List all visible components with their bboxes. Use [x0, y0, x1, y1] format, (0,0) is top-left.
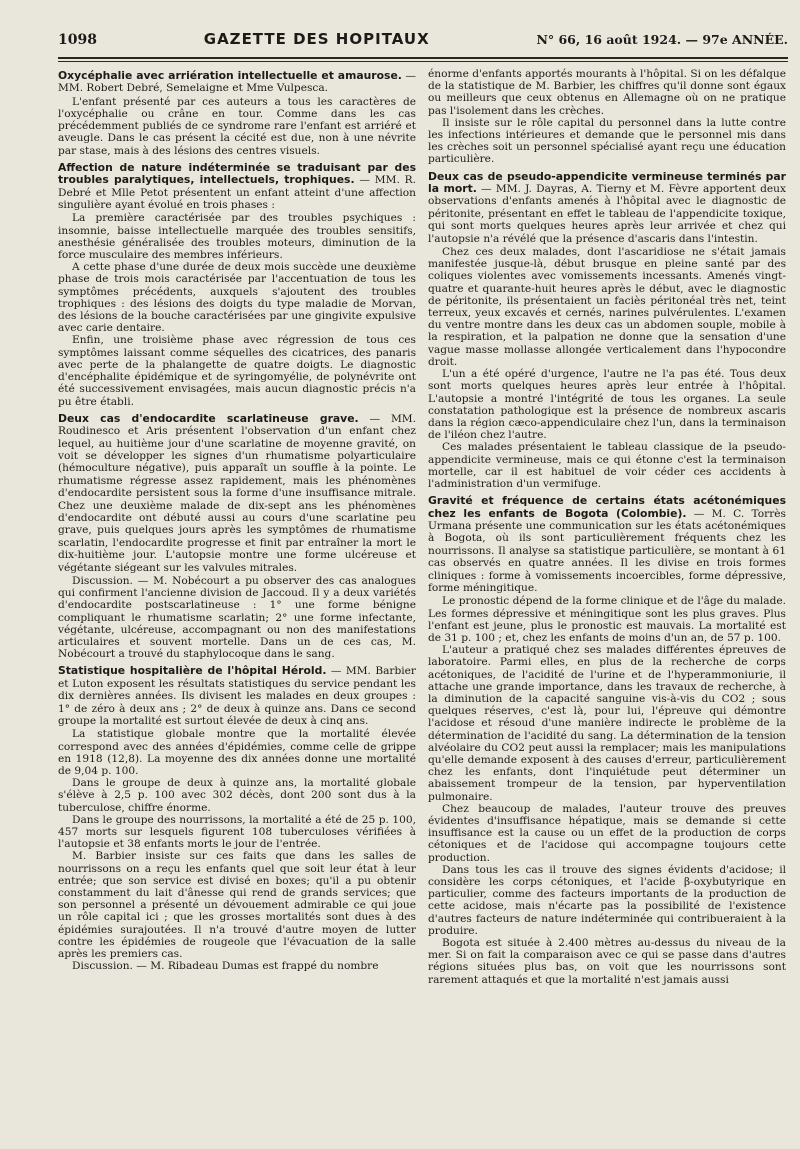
section-title: Statistique hospitalière de l'hôpital Hérold.	[58, 664, 327, 678]
header-rule-thin	[58, 61, 788, 62]
running-header	[58, 30, 788, 54]
issue-info: N° 66, 16 août 1924. — 97e ANNÉE.	[536, 32, 788, 47]
section-title: Deux cas de pseudo-appendicite vermineuse terminés par la mort.	[428, 169, 786, 196]
paragraph: Discussion. — M. Ribadeau Dumas est frappé du nombre	[72, 960, 379, 973]
section-title: Deux cas d'endocardite scarlatineuse grave.	[58, 411, 359, 425]
section-authors: — MM. R. Debré et Mlle Petot présentent un enfant atteint d'une affection singulière ayant évolué en trois phases :	[58, 174, 416, 212]
header-rule-thick	[58, 57, 788, 59]
paragraph: L'un a été opéré d'urgence, l'autre ne l'a pas été. Tous deux sont morts quelques heures après leur entrée à l'hôpital. L'autopsie a montré l'intégrité de tous les organes. La seule constatation pathologique est la présence de nombreux ascaris dans la région cæco-appendiculaire chez l'un, dans la terminaison de l'iléon chez l'autre.	[428, 368, 786, 442]
section-title: Gravité et fréquence de certains états acétonémiques chez les enfants de Bogota (Colombie).	[428, 494, 786, 520]
paragraph: Chez ces deux malades, dont l'ascaridiose ne s'était jamais manifestée jusque-là, début brusque en pleine santé par des coliques violentes avec vomissements incessants. Amenés vingt-quatre et quarante-huit heures après le début, avec le diagnostic de péritonite, ils présentaient un faciès péritonéal très net, teint terreux, yeux excavés et cernés, narines pulvérulentes. L'examen du ventre montre dans les deux cas un abdomen souple, mobile à la respiration, et la palpation ne donne que la sensation d'une vague masse mollasse allongée verticalement dans l'hypocondre droit.	[428, 246, 786, 368]
section-title: Affection de nature indéterminée se traduisant par des troubles paralytiques, intellectuels, trophiques.	[58, 160, 416, 187]
paragraph: énorme d'enfants apportés mourants à l'hôpital. Si on les défalque de la statistique de M. Barbier, les chiffres qu'il donne sont égaux ou meilleurs que ceux obtenus en Allemagne où on ne pratique pas l'isolement dans les crèches.	[428, 68, 786, 117]
paragraph: Chez beaucoup de malades, l'auteur trouve des preuves évidentes d'insuffisance hépatique, mais se demande si cette insuffisance est la cause ou un effet de la production de corps cétoniques et de l'acidose qui accompagne toujours cette production.	[428, 802, 786, 864]
section-title: Oxycéphalie avec arriération intellectuelle et amaurose.	[58, 69, 402, 82]
section-heading	[428, 171, 786, 245]
page-number: 1098	[58, 32, 97, 48]
journal-title: GAZETTE DES HOPITAUX	[203, 30, 430, 48]
paragraph: L'auteur a pratiqué chez ses malades différentes épreuves de laboratoire. Parmi elles, en plus de la recherche de corps acétoniques, de l'acidité de l'urine et de l'hyperammoniurie, il attache une grande importance, dans les travaux de recherche, à la diminution de la capacité sanguine vis-à-vis du CO2 ; sous quelques réserves, c'est là, pour lui, l'épreuve qui démontre l'acidose et résoud d'une manière indirecte le problème de la détermination de l'acidité du sang. La détermination de la tension alvéolaire du CO2 peut aussi la remplacer; mais les manipulations qu'elle demande exposent à des causes d'erreur, particulièrement chez les enfants, dont l'inquiétude peut déterminer un abaissement trompeur de la tension, par hyperventilation pulmonaire.	[428, 644, 786, 803]
right-column	[428, 68, 786, 1146]
section-heading	[428, 495, 786, 594]
paragraph: Discussion. — M. Nobécourt a pu observer des cas analogues qui confirment l'ancienne division de Jaccoud. Il y a deux variétés d'endocardite postscarlatineuse : 1° une forme bénigne compliquant le rhumatisme scarlatin; 2° une forme infectante, végétante, ulcéreuse, accompagnant ou non des manifestations articulaires et souvent mortelle. Dans un de ces cas, M. Nobécourt a trouvé du staphylocoque dans le sang.	[58, 574, 416, 661]
paragraph: Dans le groupe des nourrissons, la mortalité a été de 25 p. 100, 457 morts sur lesquels figurent 108 tuberculoses vérifiées à l'autopsie et 38 enfants morts le jour de l'entrée.	[58, 813, 416, 851]
paragraph: L'enfant présenté par ces auteurs a tous les caractères de l'oxycéphalie ou crâne en tour. Comme dans les cas précédemment publiés de ce syndrome rare l'enfant est arriéré et aveugle. Dans le cas présent la cécité est due, non à une névrite par stase, mais à des lésions des centres visuels.	[58, 95, 416, 157]
paragraph: A cette phase d'une durée de deux mois succède une deuxième phase de trois mois caractérisée par l'accentuation de tous les symptômes précédents, auxquels s'ajoutent des troubles trophiques : des lésions des doigts du type maladie de Morvan, des lésions de la bouche caractérisées par une gingivite expulsive avec carie dentaire.	[58, 261, 416, 335]
paragraph: La statistique globale montre que la mortalité élevée correspond avec des années d'épidémies, comme celle de grippe en 1918 (12,8). La moyenne des dix années donne une mortalité de 9,04 p. 100.	[58, 728, 416, 778]
section-heading	[58, 70, 416, 95]
paragraph: Le pronostic dépend de la forme clinique et de l'âge du malade. Les formes dépressive et méningitique sont les plus graves. Plus l'enfant est jeune, plus le pronostic est mauvais. La mortalité est de 31 p. 100 ; et, chez les enfants de moins d'un an, de 57 p. 100.	[428, 595, 786, 644]
paragraph: Bogota est située à 2.400 mètres au-dessus du niveau de la mer. Si on fait la comparaison avec ce qui se passe dans d'autres régions situées plus bas, on voit que les nourrissons sont rarement attaqués et que la mortalité n'est jamais aussi	[428, 937, 786, 986]
section-authors: — MM. Barbier et Luton exposent les résultats statistiques du service pendant les dix dernières années. Ils divisent les malades en deux groupes : 1° de zéro à deux ans ; 2° de deux à quinze ans. Dans ce second groupe la mortalité est surtout élevée de deux à cinq ans.	[58, 665, 416, 728]
section-authors: — MM. Robert Debré, Semelaigne et Mme Vulpesca.	[58, 70, 416, 95]
paragraph: Il insiste sur le rôle capital du personnel dans la lutte contre les infections intérieures et demande que le personnel mis dans les crèches soit un personnel spécialisé ayant reçu une éducation particulière.	[428, 116, 786, 166]
paragraph: Dans le groupe de deux à quinze ans, la mortalité globale s'élève à 2,5 p. 100 avec 302 décès, dont 200 sont dus à la tuberculose, chiffre énorme.	[58, 777, 416, 814]
section-authors: — M. C. Torrès Urmana présente une communication sur les états acétonémiques à Bogota, où ils sont particulièrement fréquents chez les nourrissons. Il analyse sa statistique particulière, se montant à 61 cas observés en quatre années. Il les divise en trois formes cliniques : forme à vomissements incoercibles, forme dépressive, forme méningitique.	[428, 507, 786, 594]
left-column	[58, 68, 416, 1146]
paragraph: Enfin, une troisième phase avec régression de tous ces symptômes laissant comme séquelles des cicatrices, des panaris avec perte de la phalangette de quatre doigts. Le diagnostic d'encéphalite épidémique et de syringomyélie, de polynévrite ont été successivement envisagées, mais aucun diagnostic précis n'a pu être établi.	[58, 334, 416, 408]
paragraph: M. Barbier insiste sur ces faits que dans les salles de nourrissons on a reçu les enfants quel que soit leur état à leur entrée; que son service est divisé en boxes; qu'il a pu obtenir constamment du lait d'ânesse qui rend de grands services; que son personnel a présenté un dévouement admirable ce qui joue un rôle capital ici ; que les grosses mortalités sont dues à des épidémies surajoutées. Il n'a trouvé d'autre moyen de lutter contre les épidémies de rougeole que l'évacuation de la salle après les premiers cas.	[58, 850, 416, 961]
paragraph: Ces malades présentaient le tableau classique de la pseudo-appendicite vermineuse, mais ce qui étonne c'est la terminaison mortelle, car il est habituel de voir céder ces accidents à l'administration d'un vermifuge.	[428, 441, 786, 490]
section-authors: — MM. Roudinesco et Aris présentent l'observation d'un enfant chez lequel, au huitième jour d'une scarlatine de moyenne gravité, on voit se développer les signes d'un rhumatisme polyarticulaire (hémoculture négative), puis apparaît un souffle à la pointe. Le rhumatisme régresse assez rapidement, mais les phénomènes d'endocardite persistent sous la forme d'une insuffisance mitrale. Chez une deuxième malade de dix-sept ans les phénomènes d'endocardite ont débuté aussi au cours d'une scarlatine peu grave, puis quelques jours après les symptômes de rhumatisme scarlatin, l'endocardite progresse et finit par entraîner la mort le dix-huitième jour. L'autopsie montre une forme ulcéreuse et végétante siégeant sur les valvules mitrales.	[58, 412, 416, 574]
section-authors: — MM. J. Dayras, A. Tierny et M. Fèvre apportent deux observations d'enfants amenés à l'hôpital avec le diagnostic de péritonite, présentant en effet le tableau de l'appendicite toxique, qui sont morts quelques heures après leur arrivée et chez qui l'autopsie n'a révélé que la présence d'ascaris dans l'intestin.	[428, 183, 786, 245]
section-heading	[58, 162, 416, 212]
section-heading	[58, 665, 416, 727]
paragraph: Dans tous les cas il trouve des signes évidents d'acidose; il considère les corps cétoniques, et l'acide β-oxybutyrique en particulier, comme des facteurs importants de la production de cette acidose, mais n'écarte pas la possibilité de l'existence d'autres facteurs de nature indéterminée qui contribueraient à la produire.	[428, 863, 786, 937]
paragraph: La première caractérisée par des troubles psychiques : insomnie, baisse intellectuelle marquée des troubles sensitifs, anesthésie généralisée des troubles moteurs, diminution de la force musculaire des membres inférieurs.	[58, 212, 416, 262]
section-heading	[58, 413, 416, 574]
